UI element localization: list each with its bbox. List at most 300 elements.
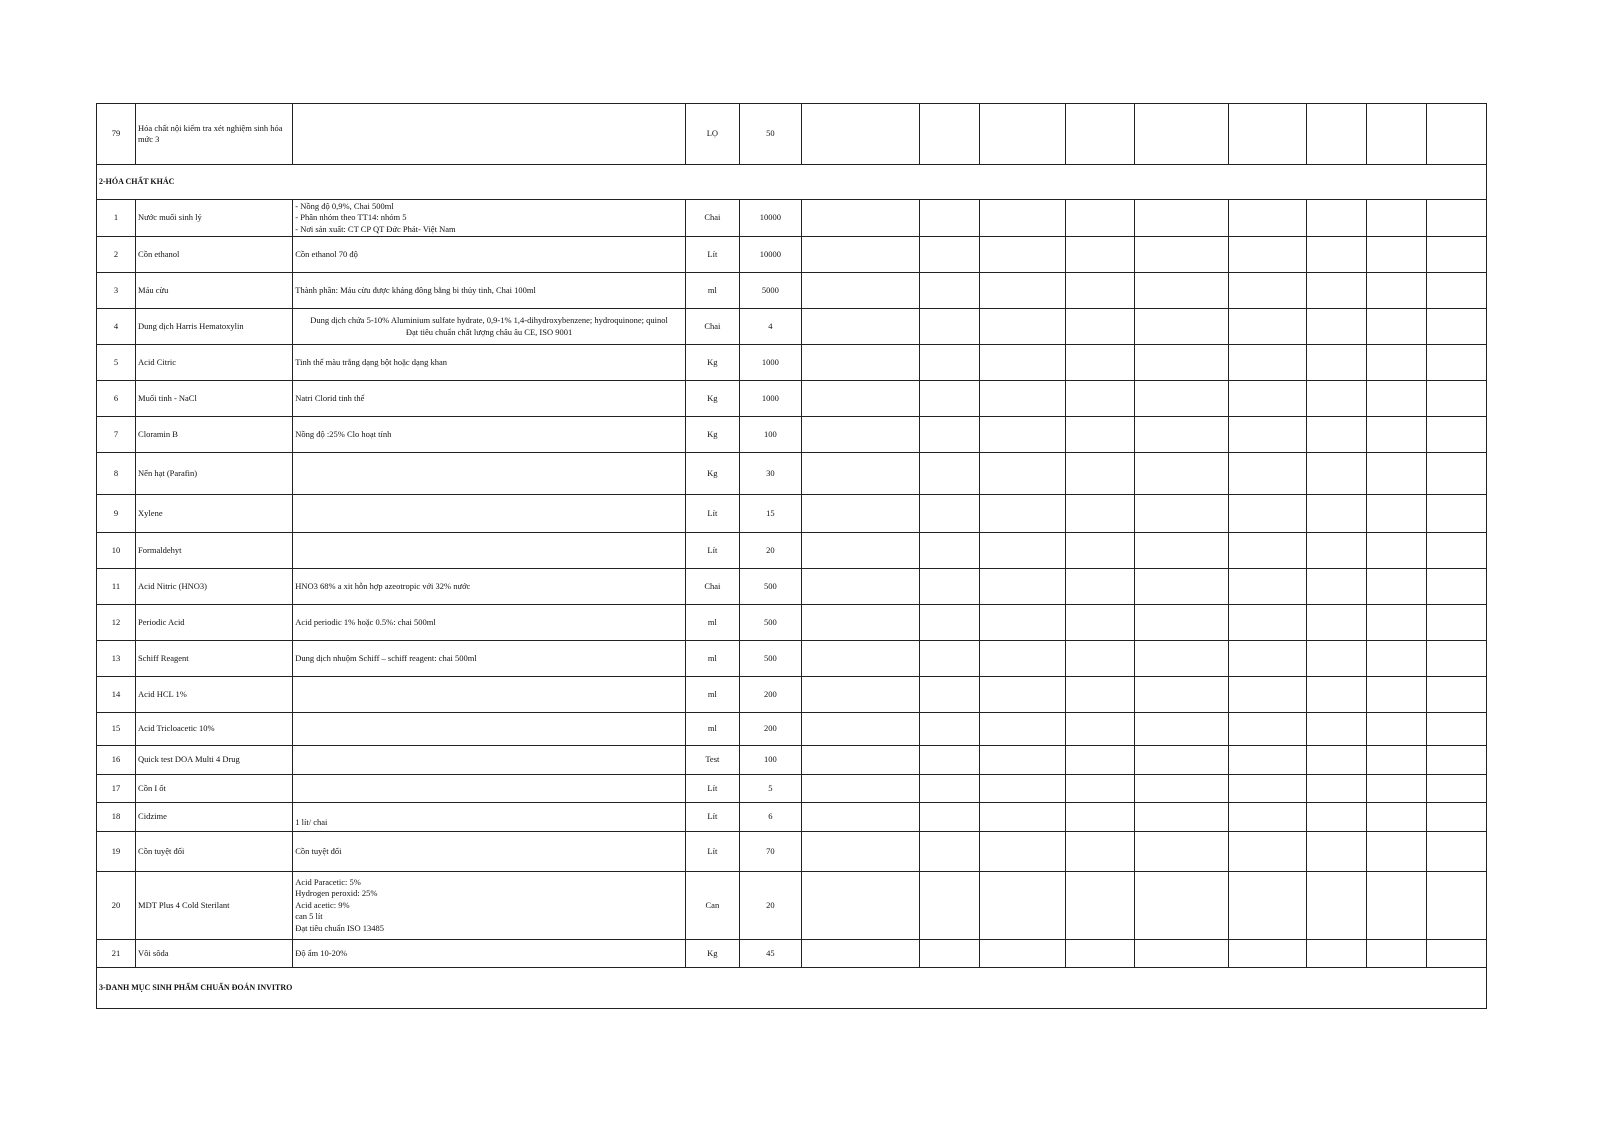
row-number: 8 [97,453,136,495]
item-name: Acid Tricloacetic 10% [136,713,293,746]
empty-cell [1306,746,1366,775]
empty-cell [1066,803,1135,832]
empty-cell [1306,417,1366,453]
empty-cell [1228,872,1306,940]
item-name: Schiff Reagent [136,641,293,677]
item-spec [293,677,686,713]
item-unit: ml [685,273,739,309]
table-row [97,605,1487,641]
empty-cell [801,273,919,309]
empty-cell [1228,104,1306,165]
empty-cell [801,832,919,872]
empty-cell [1366,453,1426,495]
item-spec: Thành phần: Máu cừu được kháng đông bằng bi thủy tinh, Chai 100ml [293,273,686,309]
item-name: Cồn I ốt [136,775,293,803]
empty-cell [1366,746,1426,775]
item-unit: Kg [685,381,739,417]
chemical-list-table [96,103,1487,1009]
empty-cell [1228,677,1306,713]
row-number: 4 [97,309,136,345]
empty-cell [1426,677,1486,713]
item-unit: Lít [685,533,739,569]
empty-cell [980,872,1066,940]
empty-cell [1426,417,1486,453]
table-row [97,872,1487,940]
row-number: 21 [97,940,136,968]
table-row [97,381,1487,417]
empty-cell [1366,569,1426,605]
empty-cell [1426,104,1486,165]
table-row [97,641,1487,677]
empty-cell [1366,309,1426,345]
item-spec: Acid periodic 1% hoặc 0.5%: chai 500ml [293,605,686,641]
empty-cell [1228,237,1306,273]
item-unit: ml [685,641,739,677]
item-unit: Chai [685,309,739,345]
empty-cell [801,453,919,495]
item-quantity: 30 [739,453,801,495]
item-spec [293,533,686,569]
item-spec: Cồn ethanol 70 độ [293,237,686,273]
empty-cell [980,832,1066,872]
empty-cell [1135,872,1228,940]
empty-cell [801,746,919,775]
item-name: Quick test DOA Multi 4 Drug [136,746,293,775]
empty-cell [801,104,919,165]
empty-cell [801,495,919,533]
section-title: 2-HÓA CHẤT KHÁC [97,165,1487,200]
item-quantity: 100 [739,746,801,775]
row-number: 9 [97,495,136,533]
empty-cell [980,533,1066,569]
item-spec: Dung dịch chứa 5-10% Aluminium sulfate hydrate, 0,9-1% 1,4-dihydroxybenzene; hydroquinone; quinol Đạt tiêu chuẩn chất lượng châu âu CE, ISO 9001 [293,309,686,345]
empty-cell [1366,713,1426,746]
empty-cell [1135,775,1228,803]
empty-cell [1306,803,1366,832]
row-number: 11 [97,569,136,605]
item-quantity: 20 [739,872,801,940]
item-name: Nến hạt (Parafin) [136,453,293,495]
empty-cell [920,237,980,273]
empty-cell [801,345,919,381]
item-spec: Độ ẩm 10-20% [293,940,686,968]
empty-cell [1366,495,1426,533]
empty-cell [1306,453,1366,495]
item-spec: Nồng độ :25% Clo hoạt tính [293,417,686,453]
empty-cell [1426,273,1486,309]
empty-cell [1135,417,1228,453]
empty-cell [1066,381,1135,417]
item-unit: Lít [685,803,739,832]
section-row [97,165,1487,200]
empty-cell [1306,381,1366,417]
item-unit: LỌ [685,104,739,165]
item-spec: 1 lít/ chai [293,803,686,832]
section-title: 3-DANH MỤC SINH PHẨM CHUẨN ĐOÁN INVITRO [97,968,1487,1009]
table-row [97,309,1487,345]
empty-cell [980,713,1066,746]
empty-cell [1366,677,1426,713]
empty-cell [920,200,980,237]
item-quantity: 15 [739,495,801,533]
empty-cell [920,309,980,345]
item-quantity: 1000 [739,381,801,417]
empty-cell [801,533,919,569]
empty-cell [1366,940,1426,968]
empty-cell [1426,940,1486,968]
empty-cell [980,641,1066,677]
section-row [97,968,1487,1009]
empty-cell [801,940,919,968]
empty-cell [980,605,1066,641]
item-quantity: 500 [739,641,801,677]
empty-cell [1426,746,1486,775]
row-number: 6 [97,381,136,417]
empty-cell [1228,940,1306,968]
empty-cell [1306,832,1366,872]
empty-cell [1135,381,1228,417]
item-unit: Kg [685,940,739,968]
empty-cell [1306,713,1366,746]
item-unit: Kg [685,453,739,495]
empty-cell [980,104,1066,165]
empty-cell [1366,200,1426,237]
table-row [97,237,1487,273]
table-row [97,713,1487,746]
empty-cell [980,775,1066,803]
empty-cell [1306,605,1366,641]
item-spec: - Nồng độ 0,9%, Chai 500ml - Phân nhóm theo TT14: nhóm 5 - Nơi sản xuất: CT CP QT Đức Phát- Việt Nam [293,200,686,237]
empty-cell [1228,200,1306,237]
item-quantity: 200 [739,713,801,746]
empty-cell [1306,677,1366,713]
empty-cell [1066,872,1135,940]
row-number: 14 [97,677,136,713]
empty-cell [1426,533,1486,569]
item-spec [293,104,686,165]
empty-cell [1366,273,1426,309]
item-unit: Kg [685,345,739,381]
row-number: 12 [97,605,136,641]
empty-cell [980,417,1066,453]
empty-cell [1228,309,1306,345]
row-number: 19 [97,832,136,872]
empty-cell [1366,104,1426,165]
item-quantity: 5000 [739,273,801,309]
empty-cell [1306,309,1366,345]
empty-cell [1228,381,1306,417]
empty-cell [1135,641,1228,677]
empty-cell [1066,533,1135,569]
empty-cell [1426,803,1486,832]
row-number: 7 [97,417,136,453]
item-quantity: 50 [739,104,801,165]
empty-cell [1228,803,1306,832]
empty-cell [1135,605,1228,641]
item-spec [293,453,686,495]
table-row [97,495,1487,533]
item-name: Cồn tuyệt đối [136,832,293,872]
empty-cell [1228,453,1306,495]
item-quantity: 5 [739,775,801,803]
row-number: 10 [97,533,136,569]
row-number: 13 [97,641,136,677]
empty-cell [1426,200,1486,237]
item-quantity: 4 [739,309,801,345]
table-row [97,417,1487,453]
empty-cell [1228,605,1306,641]
empty-cell [1135,832,1228,872]
table-row [97,273,1487,309]
empty-cell [1135,940,1228,968]
empty-cell [1228,345,1306,381]
item-unit: Lít [685,237,739,273]
item-spec [293,746,686,775]
row-number: 1 [97,200,136,237]
empty-cell [1426,569,1486,605]
item-spec: Dung dịch nhuộm Schiff – schiff reagent: chai 500ml [293,641,686,677]
item-unit: Test [685,746,739,775]
empty-cell [1366,641,1426,677]
empty-cell [1228,746,1306,775]
empty-cell [801,417,919,453]
item-unit: ml [685,605,739,641]
empty-cell [1366,803,1426,832]
table-row [97,569,1487,605]
item-name: Vôi sôda [136,940,293,968]
empty-cell [920,417,980,453]
empty-cell [1306,940,1366,968]
empty-cell [801,200,919,237]
empty-cell [1066,453,1135,495]
empty-cell [801,237,919,273]
item-name: Acid Citric [136,345,293,381]
empty-cell [1228,569,1306,605]
empty-cell [980,495,1066,533]
row-number: 20 [97,872,136,940]
item-unit: Lít [685,495,739,533]
item-name: Cidzime [136,803,293,832]
item-unit: Lít [685,775,739,803]
item-spec: Natri Clorid tinh thể [293,381,686,417]
empty-cell [1066,775,1135,803]
empty-cell [920,273,980,309]
item-spec [293,495,686,533]
empty-cell [1228,713,1306,746]
item-unit: ml [685,713,739,746]
empty-cell [1066,309,1135,345]
empty-cell [801,677,919,713]
item-unit: Chai [685,200,739,237]
empty-cell [920,832,980,872]
empty-cell [1426,453,1486,495]
empty-cell [1135,569,1228,605]
empty-cell [1135,533,1228,569]
empty-cell [920,453,980,495]
empty-cell [1306,533,1366,569]
empty-cell [980,940,1066,968]
row-number: 2 [97,237,136,273]
table-row [97,677,1487,713]
empty-cell [1066,237,1135,273]
empty-cell [980,345,1066,381]
item-name: Nước muối sinh lý [136,200,293,237]
empty-cell [1066,832,1135,872]
empty-cell [920,713,980,746]
row-number: 17 [97,775,136,803]
empty-cell [1135,237,1228,273]
empty-cell [1066,200,1135,237]
empty-cell [980,200,1066,237]
empty-cell [920,381,980,417]
empty-cell [1066,345,1135,381]
item-quantity: 500 [739,569,801,605]
empty-cell [980,381,1066,417]
empty-cell [1426,872,1486,940]
table-row [97,200,1487,237]
item-quantity: 200 [739,677,801,713]
empty-cell [801,605,919,641]
empty-cell [980,453,1066,495]
empty-cell [1066,273,1135,309]
table-row [97,775,1487,803]
item-name: Acid Nitric (HNO3) [136,569,293,605]
item-name: Acid HCL 1% [136,677,293,713]
empty-cell [1366,832,1426,872]
empty-cell [920,746,980,775]
empty-cell [1426,775,1486,803]
empty-cell [801,872,919,940]
empty-cell [1066,641,1135,677]
empty-cell [920,775,980,803]
item-unit: Lít [685,832,739,872]
item-unit: Chai [685,569,739,605]
empty-cell [1135,345,1228,381]
empty-cell [1306,872,1366,940]
empty-cell [920,104,980,165]
empty-cell [980,569,1066,605]
item-quantity: 10000 [739,237,801,273]
item-quantity: 45 [739,940,801,968]
empty-cell [1306,641,1366,677]
table-row [97,832,1487,872]
item-quantity: 1000 [739,345,801,381]
empty-cell [1228,832,1306,872]
empty-cell [920,605,980,641]
empty-cell [1066,605,1135,641]
item-name: Muối tinh - NaCl [136,381,293,417]
empty-cell [1066,940,1135,968]
empty-cell [1366,417,1426,453]
item-spec [293,713,686,746]
item-quantity: 500 [739,605,801,641]
item-name: Cloramin B [136,417,293,453]
empty-cell [1366,237,1426,273]
item-name: Xylene [136,495,293,533]
item-name: Cồn ethanol [136,237,293,273]
empty-cell [1135,803,1228,832]
empty-cell [801,641,919,677]
item-unit: Kg [685,417,739,453]
empty-cell [1135,713,1228,746]
empty-cell [980,746,1066,775]
item-name: Dung dịch Harris Hematoxylin [136,309,293,345]
empty-cell [1135,495,1228,533]
empty-cell [920,872,980,940]
empty-cell [920,677,980,713]
row-number: 79 [97,104,136,165]
empty-cell [1135,104,1228,165]
table-row [97,453,1487,495]
item-spec [293,775,686,803]
empty-cell [1135,453,1228,495]
empty-cell [1306,237,1366,273]
empty-cell [1135,273,1228,309]
empty-cell [1066,746,1135,775]
row-number: 18 [97,803,136,832]
empty-cell [1228,273,1306,309]
empty-cell [1426,309,1486,345]
empty-cell [1366,345,1426,381]
table-row [97,746,1487,775]
empty-cell [1066,417,1135,453]
empty-cell [801,713,919,746]
item-quantity: 20 [739,533,801,569]
item-spec: Tinh thể màu trắng dạng bột hoặc dạng khan [293,345,686,381]
empty-cell [1306,569,1366,605]
item-quantity: 10000 [739,200,801,237]
empty-cell [980,237,1066,273]
empty-cell [1135,677,1228,713]
empty-cell [920,803,980,832]
empty-cell [920,569,980,605]
item-name: Periodic Acid [136,605,293,641]
empty-cell [1366,605,1426,641]
empty-cell [1135,746,1228,775]
item-spec: Acid Paracetic: 5% Hydrogen peroxid: 25% Acid acetic: 9% can 5 lít Đạt tiêu chuẩn ISO 13485 [293,872,686,940]
empty-cell [1366,381,1426,417]
empty-cell [1066,104,1135,165]
item-name: Hóa chất nội kiểm tra xét nghiệm sinh hóa mức 3 [136,104,293,165]
item-unit: ml [685,677,739,713]
empty-cell [980,803,1066,832]
empty-cell [1306,495,1366,533]
empty-cell [1228,775,1306,803]
empty-cell [801,381,919,417]
empty-cell [801,803,919,832]
empty-cell [980,273,1066,309]
empty-cell [1306,345,1366,381]
empty-cell [1426,641,1486,677]
empty-cell [1426,495,1486,533]
row-number: 5 [97,345,136,381]
empty-cell [1066,569,1135,605]
empty-cell [1426,832,1486,872]
empty-cell [1228,533,1306,569]
empty-cell [1366,775,1426,803]
empty-cell [920,641,980,677]
item-spec: HNO3 68% a xit hỗn hợp azeotropic với 32% nước [293,569,686,605]
empty-cell [980,677,1066,713]
item-name: MDT Plus 4 Cold Sterilant [136,872,293,940]
empty-cell [1366,872,1426,940]
item-spec: Cồn tuyệt đối [293,832,686,872]
table-row [97,104,1487,165]
item-name: Formaldehyt [136,533,293,569]
empty-cell [1135,200,1228,237]
empty-cell [801,775,919,803]
empty-cell [1228,641,1306,677]
